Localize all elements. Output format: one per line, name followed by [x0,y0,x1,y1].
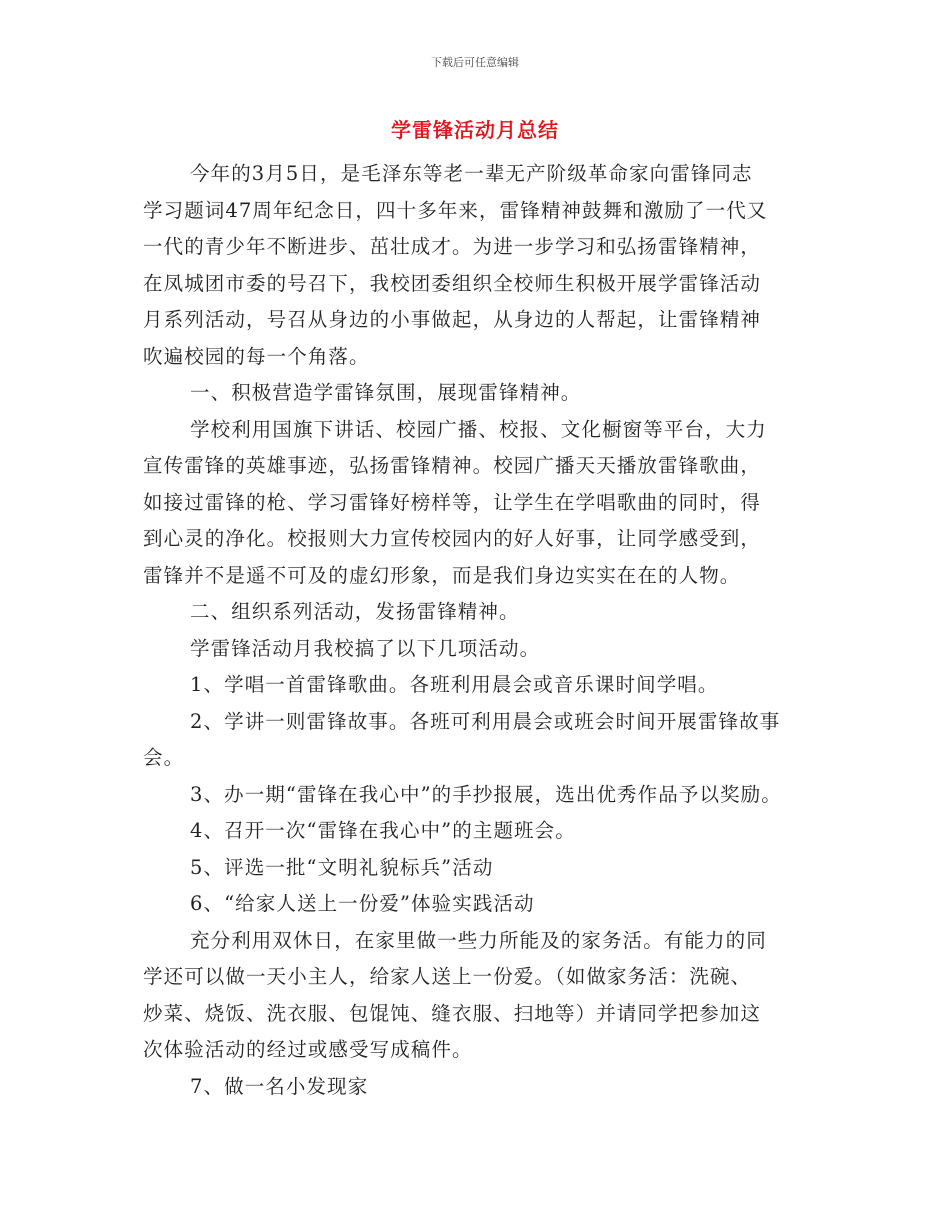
body-line: 在凤城团市委的号召下，我校团委组织全校师生积极开展学雷锋活动 [143,271,762,295]
body-line: 月系列活动，号召从身边的小事做起，从身边的人帮起，让雷锋精神 [143,308,762,331]
body-line: 学习题词47周年纪念日，四十多年来，雷锋精神鼓舞和激励了一代又 [143,198,768,222]
body-line: 次体验活动的经过或感受写成稿件。 [143,1038,473,1061]
list-item: 2、学讲一则雷锋故事。各班可利用晨会或班会时间开展雷锋故事 [190,709,781,733]
list-item: 3、办一期“雷锋在我心中”的手抄报展，选出优秀作品予以奖励。 [190,782,782,806]
body-line: 到心灵的净化。校报则大力宣传校园内的好人好事，让同学感受到， [143,527,762,550]
body-line: 今年的3月5日，是毛泽东等老一辈无产阶级革命家向雷锋同志 [190,162,753,185]
body-line: 充分利用双休日，在家里做一些力所能及的家务活。有能力的同 [190,928,767,952]
section-heading: 一、积极营造学雷锋氛围，展现雷锋精神。 [190,381,582,404]
body-line: 学还可以做一天小主人，给家人送上一份爱。（如做家务活：洗碗、 [143,965,752,988]
body-line: 会。 [143,746,185,769]
body-line: 一代的青少年不断进步、茁壮成才。为进一步学习和弘扬雷锋精神， [143,235,762,258]
header-note: 下载后可任意编辑 [431,56,519,69]
list-item: 6、“给家人送上一份爱”体验实践活动 [190,892,535,915]
body-line: 炒菜、烧饭、洗衣服、包馄饨、缝衣服、扫地等）并请同学把参加这 [143,1001,762,1025]
document-title: 学雷锋活动月总结 [391,118,559,142]
list-item: 7、做一名小发现家 [190,1074,369,1098]
section-heading: 二、组织系列活动，发扬雷锋精神。 [190,600,520,623]
list-item: 1、学唱一首雷锋歌曲。各班利用晨会或音乐课时间学唱。 [190,673,719,696]
body-line: 宣传雷锋的英雄事迹，弘扬雷锋精神。校园广播天天播放雷锋歌曲， [143,454,762,477]
body-line: 雷锋并不是遥不可及的虚幻形象，而是我们身边实实在在的人物。 [143,563,741,587]
body-line: 学雷锋活动月我校搞了以下几项活动。 [190,636,541,660]
body-line: 如接过雷锋的枪、学习雷锋好榜样等，让学生在学唱歌曲的同时，得 [143,490,762,514]
list-item: 4、召开一次“雷锋在我心中”的主题班会。 [190,819,576,842]
body-line: 吹遍校园的每一个角落。 [143,344,370,368]
document-body [143,156,863,1105]
list-item: 5、评选一批“文明礼貌标兵”活动 [190,855,494,879]
body-line: 学校利用国旗下讲话、校园广播、校报、文化橱窗等平台，大力 [190,417,767,441]
